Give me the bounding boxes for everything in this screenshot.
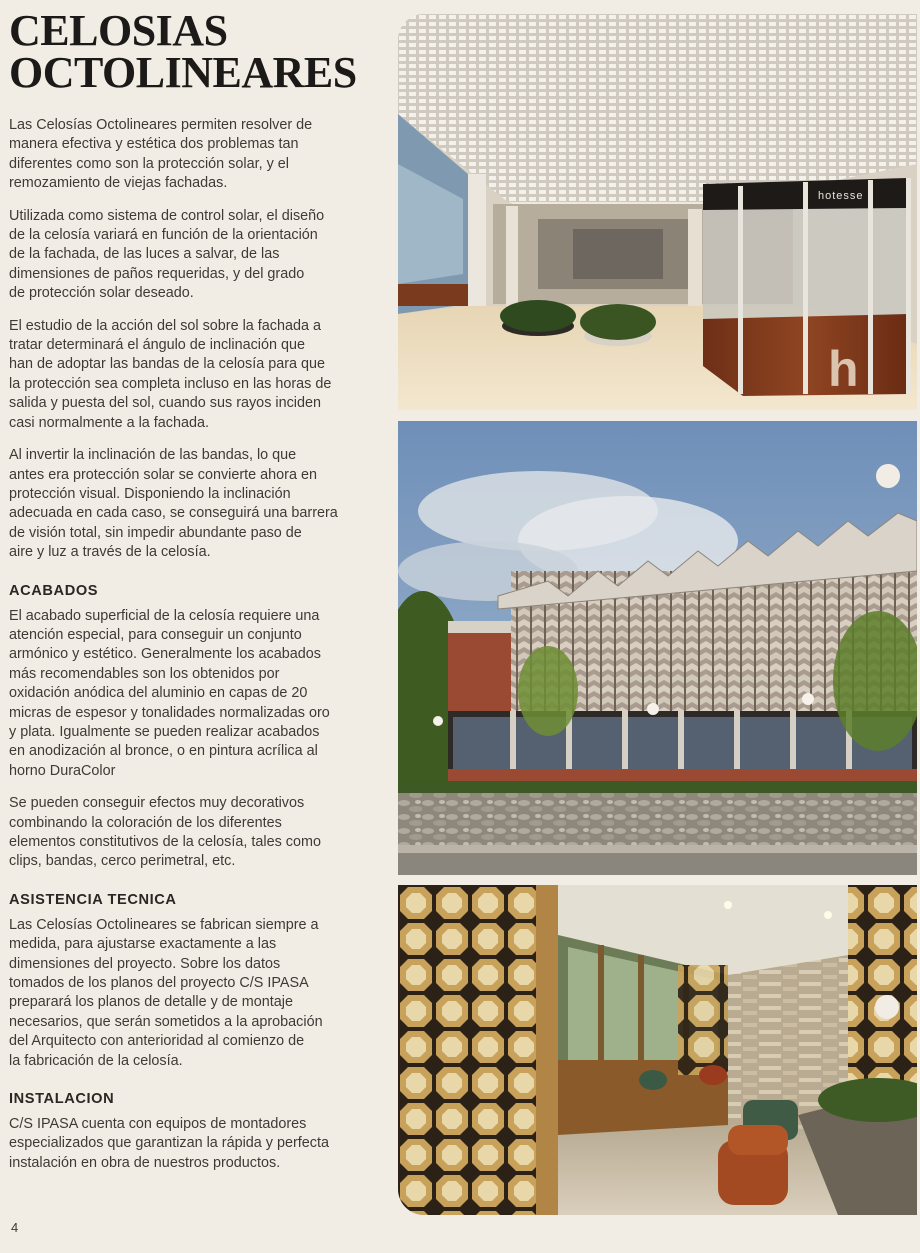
title-line-2: OCTOLINEARES — [9, 48, 357, 97]
page-number: 4 — [11, 1220, 19, 1235]
intro-paragraph-2: Utilizada como sistema de control solar, el diseño de la celosía variará en función de la orientación de la fachada, de las luces a salvar, de las dimensiones de paños requeridas, y del grado de protección solar deseado. — [9, 207, 325, 302]
photo-hotel-lobby — [398, 14, 917, 410]
section-heading-acabados: ACABADOS — [9, 582, 99, 599]
title-line-1: CELOSIAS — [9, 6, 228, 55]
intro-paragraph-1: Las Celosías Octolineares permiten resolver de manera efectiva y estética dos problemas tan diferentes como son la protección solar, y el remozamiento de viejas fachadas. — [9, 117, 313, 192]
intro-paragraph-3: El estudio de la acción del sol sobre la fachada a tratar determinará el ángulo de inclinación que han de adoptar las bandas de la celosía para que la protección sea completa incluso en las horas de salida y puesta del sol, cuando sus rayos inciden casi normalmente a la fachada. — [9, 317, 332, 431]
acabados-paragraph-1: El acabado superficial de la celosía requiere una atención especial, para conseguir un conjunto armónico y estético. Generalmente los acabados más recomendables son los obtenidos por oxidación anódica del aluminio en capas de 20 micras de espesor y tonalidades normalizadas oro y plata. Igualmente se pueden realizar acabados en anodización al bronce, o en pintura acrílica al horno DuraColor — [9, 607, 330, 779]
lobby-letter: h — [828, 341, 859, 397]
asistencia-paragraph: Las Celosías Octolineares se fabrican siempre a medida, para ajustarse exactamente a las dimensiones del proyecto. Sobre los datos tomados de los planos del proyecto C/S IPASA preparará los planos de detalle y de montaje necesarios, que serán sometidos a la aprobación del Arquitecto con anterioridad al comienzo de la fabricación de la celosía. — [9, 916, 323, 1069]
acabados-paragraph-2: Se pueden conseguir efectos muy decorativos combinando la coloración de los diferentes elementos constitutivos de la celosía, tales como clips, bandas, cerco perimetral, etc. — [9, 795, 321, 870]
lobby-sign-text: hotesse — [818, 190, 864, 202]
photo-building-facade — [398, 421, 917, 875]
section-heading-asistencia: ASISTENCIA TECNICA — [9, 891, 177, 908]
instalacion-paragraph: C/S IPASA cuenta con equipos de montadores especializados que garantizan la rápida y perfecta instalación en obra de nuestros productos. — [9, 1116, 329, 1171]
section-heading-instalacion: INSTALACION — [9, 1091, 115, 1108]
intro-paragraph-4: Al invertir la inclinación de las bandas, lo que antes era protección solar se convierte ahora en protección visual. Disponiendo la inclinación adecuada en cada caso, se conseguirá una barrera de visión total, sin impedir abundante paso de aire y luz a través de la celosía. — [9, 447, 338, 561]
text-column — [9, 6, 389, 1173]
photo-interior-screen — [398, 885, 917, 1215]
page-title — [9, 6, 389, 97]
